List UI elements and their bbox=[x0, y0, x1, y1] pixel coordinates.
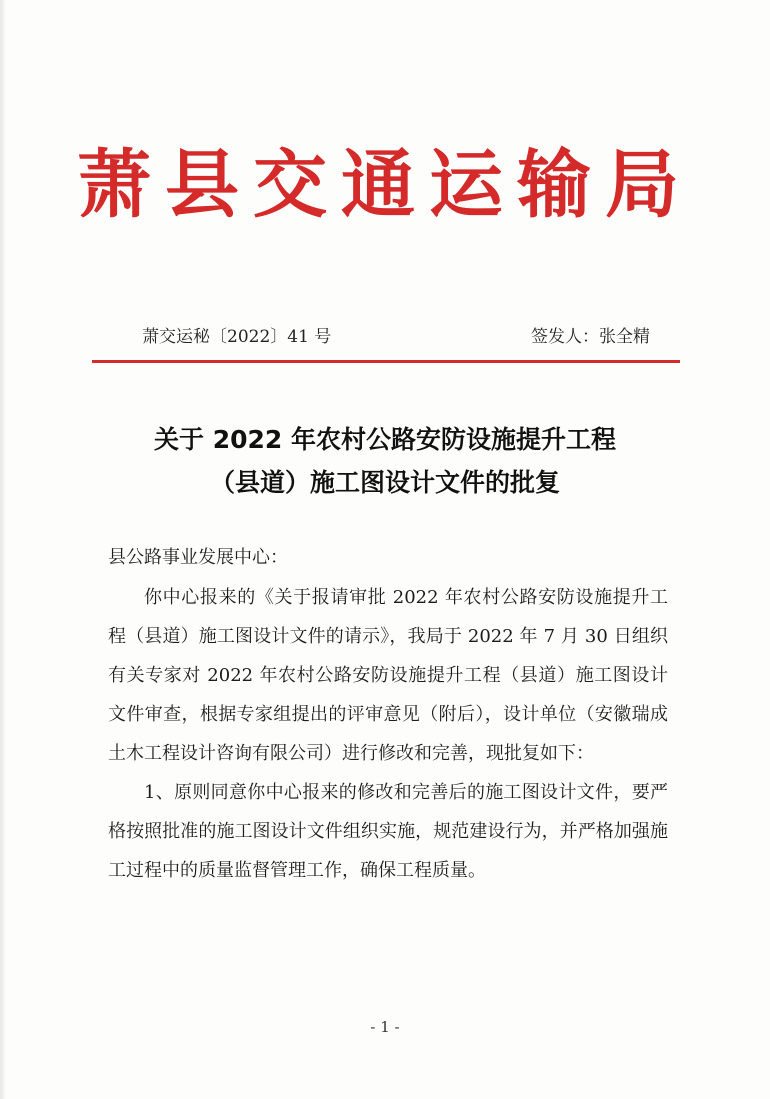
page-number: - 1 - bbox=[370, 1018, 400, 1036]
document-number: 萧交运秘〔2022〕41 号 bbox=[142, 327, 332, 347]
body-paragraph: 你中心报来的《关于报请审批 2022 年农村公路安防设施提升工程（县道）施工图设计文件的请示》，我局于 2022 年 7 月 30 日组织有关专家对 2022 年农村公路安防设施提升工程（县道）施工图设计文件审查，根据专家组提出的评审意见（附后），设计单位（安徽瑞成土木工程设计咨询有限公司）进行修改和完善，现批复如下： bbox=[108, 587, 668, 764]
document-title-line-2: （县道）施工图设计文件的批复 bbox=[209, 468, 560, 497]
recipient-line: 县公路事业发展中心： bbox=[108, 547, 288, 568]
page-edge-shadow bbox=[0, 0, 6, 1099]
document-body bbox=[108, 538, 668, 890]
document-meta-row bbox=[142, 322, 650, 348]
document-title-line-1: 关于 2022 年农村公路安防设施提升工程 bbox=[154, 425, 616, 454]
signer: 签发人：张全精 bbox=[531, 327, 650, 347]
red-divider-line bbox=[92, 360, 680, 363]
body-paragraph: 1、原则同意你中心报来的修改和完善后的施工图设计文件，要严格按照批准的施工图设计文件组织实施，规范建设行为，并严格加强施工过程中的质量监督管理工作，确保工程质量。 bbox=[108, 782, 668, 881]
organization-header: 萧县交通运输局 bbox=[77, 142, 693, 228]
